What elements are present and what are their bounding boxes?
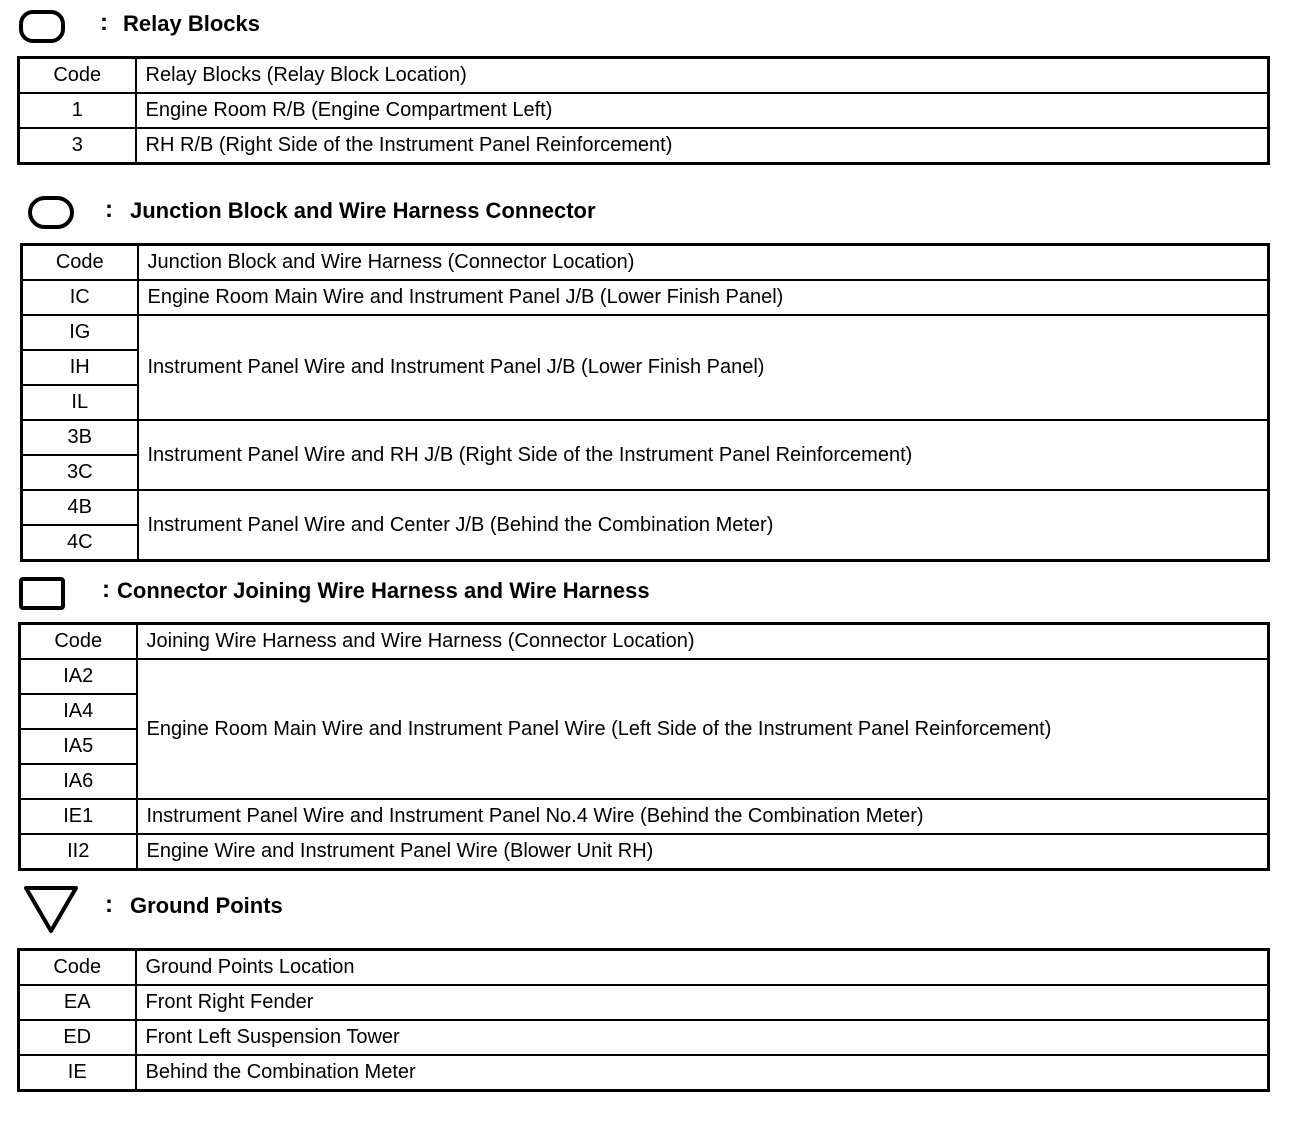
description-cell: RH R/B (Right Side of the Instrument Panel Reinforcement) — [136, 128, 1269, 164]
code-cell: IA5 — [20, 729, 137, 764]
code-cell: IA4 — [20, 694, 137, 729]
description-cell: Instrument Panel Wire and Instrument Panel No.4 Wire (Behind the Combination Meter) — [137, 799, 1269, 834]
oval-icon — [27, 195, 77, 231]
table-row — [22, 420, 1269, 455]
code-cell: 1 — [19, 93, 136, 128]
code-header: Code — [19, 58, 136, 94]
table-row — [22, 280, 1269, 315]
code-header: Code — [22, 245, 138, 281]
description-cell: Instrument Panel Wire and RH J/B (Right Side of the Instrument Panel Reinforcement) — [138, 420, 1269, 490]
relay-blocks-table — [17, 56, 1270, 165]
table-row — [19, 985, 1269, 1020]
section-title: Relay Blocks — [123, 11, 260, 36]
section-colon: : — [105, 196, 113, 223]
triangle-down-icon — [22, 884, 82, 936]
table-header-row — [19, 58, 1269, 94]
ground-points-table — [17, 948, 1270, 1092]
table-row — [19, 1055, 1269, 1091]
section-colon: : — [102, 576, 110, 603]
table-row — [22, 315, 1269, 350]
code-cell: IA6 — [20, 764, 137, 799]
code-cell: IE1 — [20, 799, 137, 834]
table-row — [20, 659, 1269, 694]
table-header-row — [20, 624, 1269, 660]
code-cell: IH — [22, 350, 138, 385]
code-header: Code — [19, 950, 136, 986]
table-row — [19, 1020, 1269, 1055]
section-colon: : — [100, 9, 108, 36]
code-cell: IC — [22, 280, 138, 315]
code-cell: 3B — [22, 420, 138, 455]
junction-block-table — [20, 243, 1270, 562]
section-title: Connector Joining Wire Harness and Wire Harness — [117, 578, 650, 603]
table-header-row — [22, 245, 1269, 281]
code-cell: IL — [22, 385, 138, 420]
table-header-row — [19, 950, 1269, 986]
code-cell: EA — [19, 985, 136, 1020]
code-cell: IG — [22, 315, 138, 350]
description-header: Joining Wire Harness and Wire Harness (Connector Location) — [137, 624, 1269, 660]
description-cell: Engine Room R/B (Engine Compartment Left) — [136, 93, 1269, 128]
table-row — [20, 799, 1269, 834]
description-header: Junction Block and Wire Harness (Connector Location) — [138, 245, 1269, 281]
description-cell: Engine Room Main Wire and Instrument Panel J/B (Lower Finish Panel) — [138, 280, 1269, 315]
description-header: Relay Blocks (Relay Block Location) — [136, 58, 1269, 94]
code-cell: ED — [19, 1020, 136, 1055]
table-row — [19, 93, 1269, 128]
code-cell: 3 — [19, 128, 136, 164]
code-cell: 3C — [22, 455, 138, 490]
code-cell: IA2 — [20, 659, 137, 694]
rectangle-icon — [18, 576, 68, 612]
description-cell: Front Left Suspension Tower — [136, 1020, 1269, 1055]
section-colon: : — [105, 891, 113, 918]
section-title: Junction Block and Wire Harness Connector — [130, 198, 596, 223]
table-row — [22, 490, 1269, 525]
description-cell: Instrument Panel Wire and Center J/B (Behind the Combination Meter) — [138, 490, 1269, 561]
table-row — [20, 834, 1269, 870]
section-title: Ground Points — [130, 893, 283, 918]
code-cell: 4B — [22, 490, 138, 525]
code-cell: IE — [19, 1055, 136, 1091]
code-header: Code — [20, 624, 137, 660]
description-cell: Behind the Combination Meter — [136, 1055, 1269, 1091]
connector-joining-table — [18, 622, 1270, 871]
table-row — [19, 128, 1269, 164]
description-cell: Instrument Panel Wire and Instrument Panel J/B (Lower Finish Panel) — [138, 315, 1269, 420]
code-cell: II2 — [20, 834, 137, 870]
code-cell: 4C — [22, 525, 138, 561]
description-cell: Engine Wire and Instrument Panel Wire (Blower Unit RH) — [137, 834, 1269, 870]
description-cell: Engine Room Main Wire and Instrument Panel Wire (Left Side of the Instrument Panel Reinforcement) — [137, 659, 1269, 799]
description-cell: Front Right Fender — [136, 985, 1269, 1020]
rounded-rectangle-icon — [18, 9, 68, 45]
description-header: Ground Points Location — [136, 950, 1269, 986]
